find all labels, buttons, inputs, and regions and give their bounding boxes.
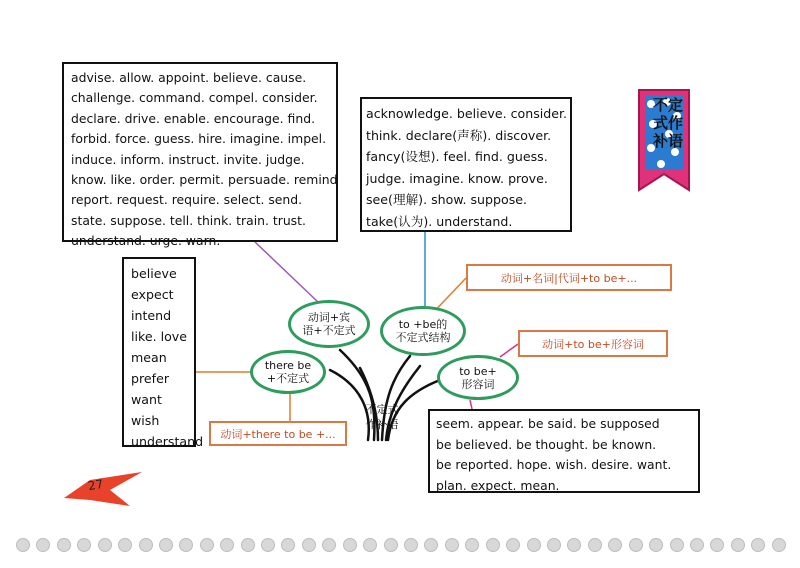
- binder-holes: [16, 538, 786, 558]
- verbs-line: challenge. command. compel. consider.: [71, 90, 318, 106]
- binder-hole: [57, 538, 71, 552]
- tobe-line: take(认为). understand.: [366, 213, 513, 229]
- binder-hole: [261, 538, 275, 552]
- node-label: 不定式结构: [395, 331, 451, 344]
- binder-hole: [343, 538, 357, 552]
- there-line: intend: [131, 308, 172, 323]
- tobe-line: fancy(设想). feel. find. guess.: [366, 149, 548, 164]
- binder-hole: [527, 538, 541, 552]
- verbs-line: declare. drive. enable. encourage. find.: [71, 110, 316, 126]
- tobe-line: judge. imagine. know. prove.: [366, 170, 548, 186]
- there-be-verbs-box: [122, 257, 204, 449]
- node-label: 形容词: [461, 377, 495, 391]
- binder-hole: [139, 538, 153, 552]
- binder-hole: [200, 538, 214, 552]
- binder-hole: [159, 538, 173, 552]
- binder-hole: [629, 538, 643, 552]
- binder-hole: [608, 538, 622, 552]
- node-there-be: [250, 350, 326, 394]
- binder-hole: [241, 538, 255, 552]
- pattern-noun-to-be: 动词+名词|代词+to be+...: [466, 264, 672, 291]
- binder-hole: [118, 538, 132, 552]
- tree-root-label: 不定式作补语: [365, 403, 399, 431]
- there-line: believe: [131, 266, 177, 281]
- binder-hole: [445, 538, 459, 552]
- node-to-be-structure: [380, 306, 466, 356]
- there-line: prefer: [131, 371, 170, 386]
- verbs-line: report. request. require. select. send.: [71, 192, 303, 208]
- binder-hole: [384, 538, 398, 552]
- tobe-line: think. declare(声称). discover.: [366, 127, 552, 143]
- there-line: want: [131, 392, 162, 407]
- pattern-there-be: 动词+there to be +...: [209, 421, 347, 446]
- binder-hole: [772, 538, 786, 552]
- verbs-line: state. suppose. tell. think. train. trust.: [71, 212, 306, 228]
- binder-hole: [567, 538, 581, 552]
- tobe-line: see(理解). show. suppose.: [366, 192, 528, 207]
- seem-line: be believed. be thought. be known.: [436, 436, 657, 452]
- bookmark-title: 不定式作补语: [652, 96, 683, 150]
- binder-hole: [465, 538, 479, 552]
- binder-hole: [36, 538, 50, 552]
- tobe-verbs-box: [360, 97, 572, 232]
- verbs-line: know. like. order. permit. persuade. remind: [71, 172, 338, 188]
- verbs-line: induce. inform. instruct. invite. judge.: [71, 151, 305, 167]
- verbs-line: forbid. force. guess. hire. imagine. impel.: [71, 131, 327, 147]
- node-label: there be: [264, 359, 312, 372]
- seem-line: seem. appear. be said. be supposed: [436, 416, 660, 431]
- node-label: to be+: [459, 364, 497, 378]
- binder-hole: [690, 538, 704, 552]
- binder-hole: [220, 538, 234, 552]
- node-to-be-adjective: [437, 355, 519, 400]
- binder-hole: [98, 538, 112, 552]
- binder-hole: [751, 538, 765, 552]
- binder-hole: [670, 538, 684, 552]
- binder-hole: [179, 538, 193, 552]
- binder-hole: [77, 538, 91, 552]
- binder-hole: [588, 538, 602, 552]
- binder-hole: [731, 538, 745, 552]
- binder-hole: [322, 538, 336, 552]
- binder-hole: [649, 538, 663, 552]
- binder-hole: [281, 538, 295, 552]
- there-line: like. love: [131, 329, 188, 344]
- seem-line: plan. expect. mean.: [436, 477, 560, 493]
- binder-hole: [404, 538, 418, 552]
- tobe-line: acknowledge. believe. consider.: [366, 106, 568, 121]
- pattern-to-be-adjective: 动词+to be+形容词: [518, 330, 668, 357]
- verbs-list-box: [62, 62, 338, 249]
- binder-hole: [16, 538, 30, 552]
- node-label: +不定式: [266, 372, 310, 385]
- page-number: 27: [86, 476, 105, 494]
- seem-line: be reported. hope. wish. desire. want.: [436, 457, 672, 473]
- there-line: understand: [131, 434, 204, 449]
- binder-hole: [424, 538, 438, 552]
- verbs-line: understand. urge. warn.: [71, 233, 221, 249]
- seem-verbs-box: [428, 409, 700, 493]
- verbs-line: advise. allow. appoint. believe. cause.: [71, 70, 307, 85]
- binder-hole: [710, 538, 724, 552]
- node-label: 语+不定式: [302, 324, 356, 337]
- there-line: mean: [131, 350, 167, 365]
- node-object-infinitive: [288, 300, 370, 348]
- binder-hole: [547, 538, 561, 552]
- binder-hole: [486, 538, 500, 552]
- binder-hole: [506, 538, 520, 552]
- node-label: to +be的: [398, 318, 448, 331]
- there-line: expect: [131, 287, 174, 302]
- there-line: wish: [131, 413, 160, 428]
- binder-hole: [302, 538, 316, 552]
- binder-hole: [363, 538, 377, 552]
- node-label: 动词+宾: [307, 311, 351, 324]
